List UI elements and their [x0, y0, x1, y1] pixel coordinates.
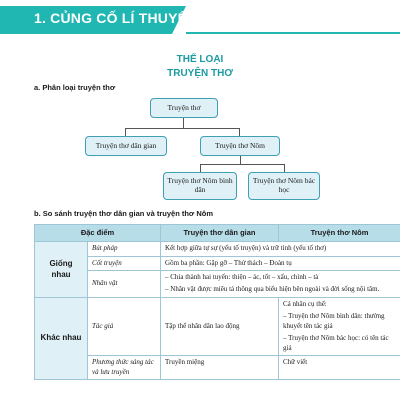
- header-feature: Đặc điểm: [35, 225, 161, 242]
- cell-line: – Chia thành hai tuyến: thiện – ác, tốt – xấu, chính – tà: [165, 273, 319, 281]
- nom-cell: Chữ viết: [279, 356, 400, 380]
- connector: [200, 164, 201, 172]
- connector: [284, 164, 285, 172]
- banner-title: 1. CỦNG CỐ LÍ THUYẾT: [34, 10, 196, 26]
- group-differences: Khác nhau: [35, 297, 88, 379]
- header-nom: Truyện thơ Nôm: [279, 225, 400, 242]
- comparison-table: [34, 224, 400, 380]
- folk-cell: Truyền miệng: [161, 356, 279, 380]
- genre-label: THỂ LOẠI: [176, 54, 224, 65]
- group-similarities: Giống nhau: [35, 242, 88, 298]
- cell-line: Cá nhân cụ thể:: [283, 299, 327, 308]
- criterion-cell: Tác giả: [88, 297, 161, 355]
- table-row: [35, 242, 400, 256]
- section-banner: [0, 0, 400, 34]
- merged-cell: Kết hợp giữa tự sự (yếu tố truyện) và trữ tình (yếu tố thơ): [161, 242, 400, 256]
- cell-line: – Nhân vật được miêu tả thông qua biểu hiện bên ngoài và đời sống nội tâm.: [165, 285, 380, 294]
- genre-title: TRUYỆN THƠ: [167, 68, 233, 79]
- node-nom-scholarly: Truyện thơ Nôm bác học: [248, 172, 320, 200]
- banner-rule: [186, 32, 400, 34]
- connector: [240, 156, 241, 164]
- header-folk: Truyện thơ dân gian: [161, 225, 279, 242]
- table-row: [35, 356, 400, 380]
- table-header-row: [35, 225, 400, 242]
- table-row: [35, 271, 400, 298]
- section-a-title: a. Phân loại truyện thơ: [34, 83, 116, 92]
- merged-cell: [161, 271, 400, 298]
- node-nom-common: Truyện thơ Nôm bình dân: [163, 172, 237, 200]
- connector: [200, 164, 284, 165]
- criterion-cell: Cốt truyện: [88, 256, 161, 270]
- folk-cell: Tập thể nhân dân lao động: [161, 297, 279, 355]
- connector: [183, 118, 184, 128]
- merged-cell: Gồm ba phần: Gặp gỡ – Thử thách – Đoàn tụ: [161, 256, 400, 270]
- connector: [239, 128, 240, 136]
- criterion-cell: Nhân vật: [88, 271, 161, 298]
- node-nom-verse: Truyện thơ Nôm: [200, 136, 280, 156]
- node-root: Truyện thơ: [150, 98, 218, 118]
- connector: [125, 128, 239, 129]
- table-row: [35, 256, 400, 270]
- criterion-cell: Phương thức sáng tác và lưu truyền: [88, 356, 161, 380]
- cell-line: – Truyện thơ Nôm bình dân: thường khuyết tên tác giả: [283, 312, 385, 330]
- criterion-cell: Bút pháp: [88, 242, 161, 256]
- connector: [125, 128, 126, 136]
- node-folk-verse: Truyện thơ dân gian: [85, 136, 167, 156]
- nom-cell: [279, 297, 400, 355]
- table-row: [35, 297, 400, 355]
- section-b-title: b. So sánh truyện thơ dân gian và truyện thơ Nôm: [34, 209, 214, 218]
- cell-line: – Truyện thơ Nôm bác học: có tên tác giả: [283, 334, 389, 352]
